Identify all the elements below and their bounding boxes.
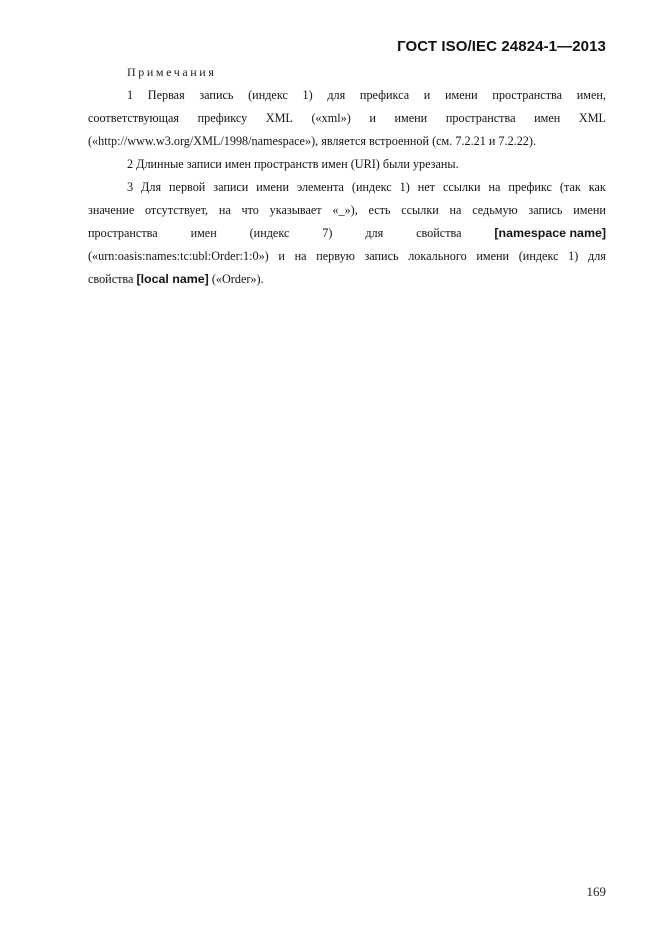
word: пространства (88, 226, 158, 240)
word: (индекс (351, 180, 392, 194)
note-2-line-1: 2 Длинные записи имен пространств имен (URI) были урезаны. (127, 157, 459, 171)
word: имен, (576, 88, 606, 102)
word: и (423, 88, 431, 102)
word: для (327, 88, 346, 102)
word: для (588, 249, 606, 263)
word: Первая (147, 88, 185, 102)
word: и (369, 111, 376, 125)
word: ссылки (401, 203, 439, 217)
note-1-line-1 (127, 88, 606, 102)
word: запись (364, 249, 399, 263)
word: XML (578, 111, 606, 125)
word: на (488, 180, 501, 194)
word: 1) (568, 249, 579, 263)
word: запись (199, 88, 234, 102)
word: нет (417, 180, 435, 194)
word: на (449, 203, 462, 217)
word: на (294, 249, 307, 263)
word: имени (444, 88, 478, 102)
word: XML (265, 111, 293, 125)
word: записи (213, 180, 249, 194)
word: есть (368, 203, 391, 217)
word: имени (573, 203, 606, 217)
word: префикса (359, 88, 410, 102)
word: отсутствует, (145, 203, 209, 217)
word: («urn:oasis:names:tc:ubl:Order:1:0») (88, 249, 269, 263)
word: имени (394, 111, 428, 125)
word: (так (559, 180, 581, 194)
note-3-line-5 (88, 272, 606, 286)
word: пространства (445, 111, 516, 125)
word: ссылки (442, 180, 481, 194)
word: (индекс (248, 88, 288, 102)
word: («xml») (311, 111, 351, 125)
word: что (241, 203, 259, 217)
word: седьмую (472, 203, 518, 217)
word: префиксу (197, 111, 248, 125)
page-number: 169 (586, 884, 606, 899)
namespace-name-term: [namespace name] (494, 226, 606, 240)
word: 3 (127, 180, 134, 194)
word: элемента (296, 180, 344, 194)
notes-heading: Примечания (127, 65, 217, 79)
word: как (588, 180, 606, 194)
word: (индекс (518, 249, 559, 263)
note-3-line-2 (88, 203, 606, 217)
note-3-line-4 (88, 249, 606, 263)
note-3-line-5-prefix: свойства (88, 272, 137, 286)
standard-code-header: ГОСТ ISO/IEC 24824-1—2013 (397, 38, 606, 55)
note-1-line-3: («http://www.w3.org/XML/1998/namespace»), является встроенной (см. 7.2.21 и 7.2.22). (88, 134, 537, 148)
word: имени (256, 180, 289, 194)
note-1-line-2 (88, 111, 606, 125)
word: Для (141, 180, 162, 194)
word: локального (408, 249, 467, 263)
word: свойства (416, 226, 462, 240)
word: для (365, 226, 384, 240)
word: на (218, 203, 231, 217)
word: соответствующая (88, 111, 180, 125)
word: 7) (322, 226, 333, 240)
note-3-line-1 (127, 180, 606, 194)
word: (индекс (249, 226, 290, 240)
word: префикс (508, 180, 552, 194)
note-3-line-3 (88, 226, 606, 240)
local-name-term: [local name] (136, 272, 209, 286)
word: имен (190, 226, 217, 240)
word: «_»), (332, 203, 358, 217)
word: указывает (269, 203, 322, 217)
word: имени (476, 249, 510, 263)
word: 1) (399, 180, 410, 194)
word: 1) (302, 88, 313, 102)
word: первой (169, 180, 206, 194)
word: значение (88, 203, 135, 217)
word: 1 (127, 88, 134, 102)
word: имен (534, 111, 561, 125)
word: первую (316, 249, 355, 263)
word: запись (528, 203, 563, 217)
word: и (278, 249, 285, 263)
note-3-line-5-suffix: («Order»). (208, 272, 264, 286)
word: пространства (492, 88, 563, 102)
